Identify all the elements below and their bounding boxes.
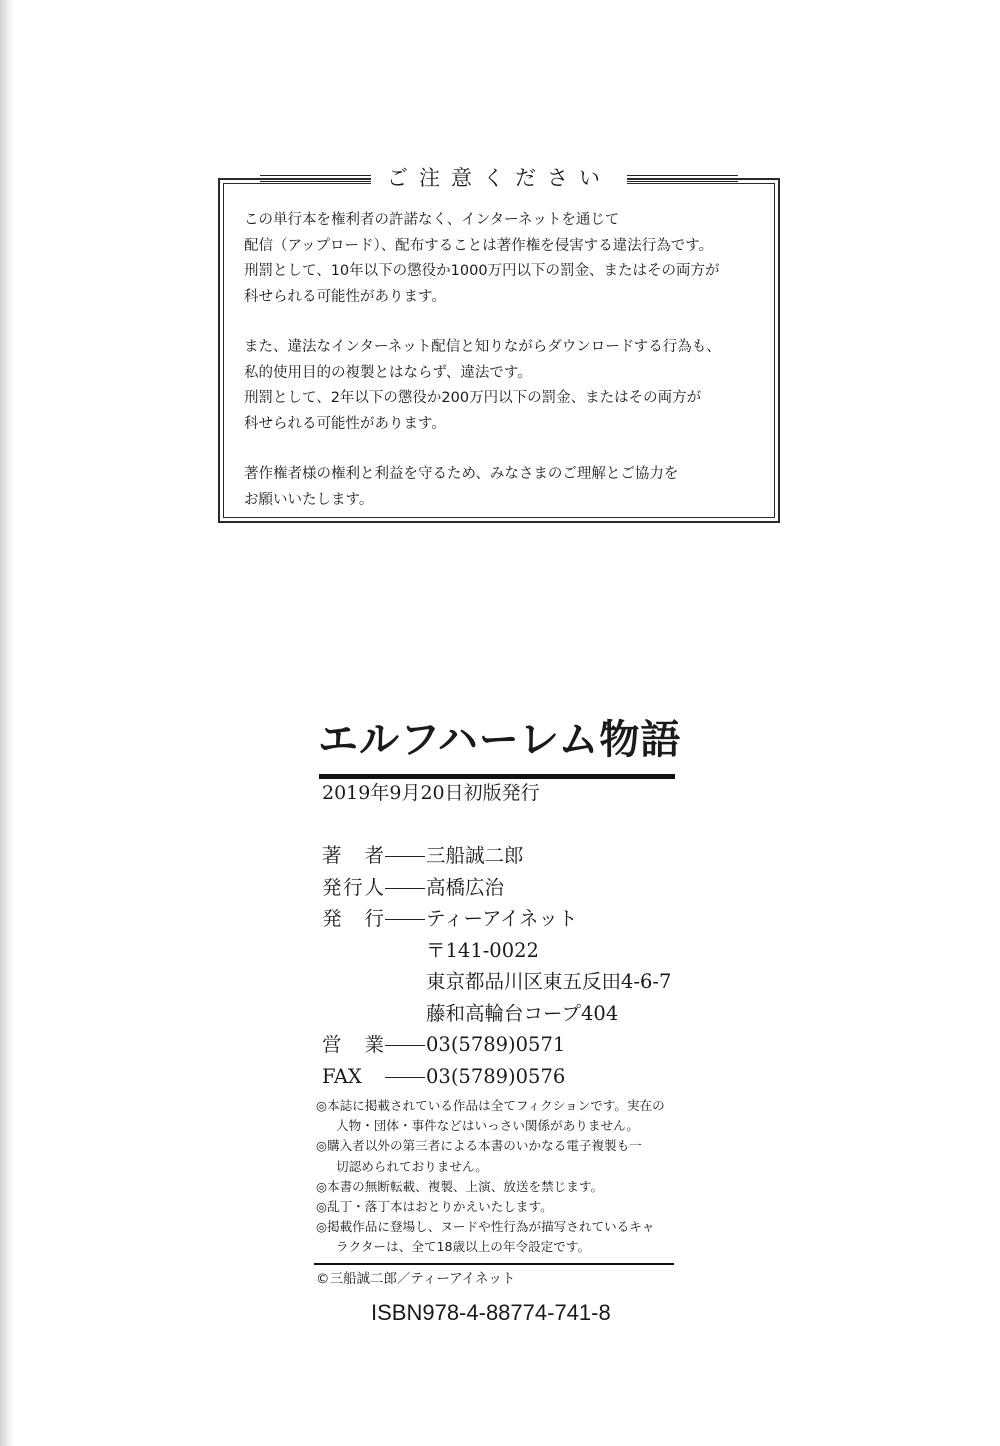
credit-dash xyxy=(384,1061,426,1092)
notice-line: 私的使用目的の複製とはならず、違法です。 xyxy=(244,364,532,381)
postal-code: 〒141-0022 xyxy=(426,938,539,962)
note-line: ◎本誌に掲載されている作品は全てフィクションです。実在の xyxy=(316,1098,665,1113)
note-line: 切認められておりません。 xyxy=(336,1158,488,1174)
notice-line: また、違法なインターネット配信と知りながらダウンロードする行為も、 xyxy=(244,339,721,355)
note-line: ◎本書の無断転載、複製、上演、放送を禁じます。 xyxy=(316,1178,604,1194)
address-line xyxy=(322,966,671,998)
address-line xyxy=(322,935,671,967)
contact-label: FAX xyxy=(322,1064,362,1088)
credit-value: ティーアイネット xyxy=(426,907,578,930)
book-title: エルフハーレム物語 xyxy=(318,717,682,763)
notice-body xyxy=(244,208,784,513)
credit-value: 高橋広治 xyxy=(426,875,505,899)
notice-title-wrap xyxy=(220,164,778,192)
notice-line: お願いいたします。 xyxy=(244,491,374,508)
notice-title: ご注意ください xyxy=(371,164,627,192)
credit-value: 三船誠二郎 xyxy=(426,844,524,867)
notice-line: この単行本を権利者の許諾なく、インターネットを通じて xyxy=(244,212,620,228)
notice-paragraph xyxy=(244,462,784,513)
notice-paragraph xyxy=(244,335,784,437)
publication-date: 2019年9月20日初版発行 xyxy=(322,782,540,804)
credit-dash xyxy=(384,840,426,871)
note-line: ◎購入者以外の第三者による本書のいかなる電子複製も一 xyxy=(316,1138,642,1154)
contact-label: 営業 xyxy=(322,1033,384,1056)
notice-line: 刑罰として、2年以下の懲役か200万円以下の罰金、またはその両方が xyxy=(244,390,702,406)
contact-value: 03(5789)0571 xyxy=(426,1033,566,1056)
address-line xyxy=(322,998,671,1030)
note-line: ラクターは、全て18歳以上の年令設定です。 xyxy=(336,1239,591,1255)
copyright-line: ©三船誠二郎／ティーアイネット xyxy=(316,1271,516,1287)
contact-row-fax xyxy=(322,1061,671,1093)
note-line: ◎乱丁・落丁本はおとりかえいたします。 xyxy=(316,1199,553,1215)
isbn: ISBN978-4-88774-741-8 xyxy=(371,1300,611,1325)
contact-row-sales xyxy=(322,1029,671,1061)
note-line: 人物・団体・事件などはいっさい関係がありません。 xyxy=(336,1118,640,1134)
credit-dash xyxy=(384,903,426,934)
building-name: 藤和高輪台コープ404 xyxy=(426,1001,619,1025)
notice-paragraph xyxy=(244,208,784,310)
notice-line: 刑罰として、10年以下の懲役か1000万円以下の罰金、またはその両方が xyxy=(244,263,720,279)
page-edge-shadow xyxy=(0,0,14,1446)
notice-line: 科せられる可能性があります。 xyxy=(244,288,446,305)
credit-dash xyxy=(384,872,426,903)
note-line: ◎掲載作品に登場し、ヌードや性行為が描写されているキャ xyxy=(316,1219,655,1235)
credits-block xyxy=(322,840,671,1092)
title-underline xyxy=(319,774,675,779)
notice-line: 配信（アップロード）、配布することは著作権を侵害する違法行為です。 xyxy=(244,237,714,254)
notes-divider xyxy=(314,1263,674,1265)
credit-row-author xyxy=(322,840,671,872)
credit-label: 発行人 xyxy=(322,875,384,899)
contact-value: 03(5789)0576 xyxy=(426,1064,566,1088)
notice-line: 著作権者様の権利と利益を守るため、みなさまのご理解とご協力を xyxy=(244,466,679,482)
credit-label: 発行 xyxy=(322,907,384,930)
copyright-notice-box xyxy=(218,166,780,523)
notice-line: 科せられる可能性があります。 xyxy=(244,415,446,432)
credit-dash xyxy=(384,1029,426,1060)
legal-notes xyxy=(316,1096,681,1258)
street-address: 東京都品川区東五反田4-6-7 xyxy=(426,970,672,993)
credit-row-publisher-person xyxy=(322,872,671,904)
credit-row-publisher xyxy=(322,903,671,935)
credit-label: 著者 xyxy=(322,844,384,867)
